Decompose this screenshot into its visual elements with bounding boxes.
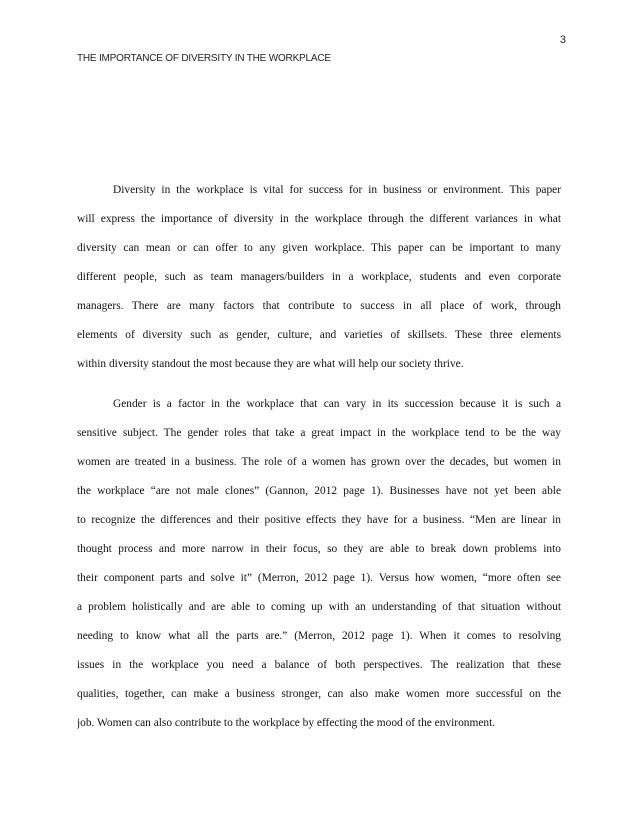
paragraph-line: to recognize the differences and their positive effects they have for a business. “Men are linear in [77,514,561,526]
paragraph-line: within diversity standout the most because they are what will help our society thrive. [77,358,464,370]
paragraph-line: Gender is a factor in the workplace that can vary in its succession because it is such a [113,398,561,410]
paragraph-line: Diversity in the workplace is vital for success for in business or environment. This paper [113,184,561,196]
paragraph-line: qualities, together, can make a business stronger, can also make women more successful on the [77,688,561,700]
running-head: THE IMPORTANCE OF DIVERSITY IN THE WORKPLACE [77,53,331,64]
paragraph-line: issues in the workplace you need a balance of both perspectives. The realization that these [77,659,561,671]
paragraph-line: their component parts and solve it” (Merron, 2012 page 1). Versus how women, “more often see [77,572,561,584]
paragraph-line: will express the importance of diversity in the workplace through the different variances in what [77,213,561,225]
page-number: 3 [559,34,566,46]
paragraph-line: managers. There are many factors that contribute to success in all place of work, through [77,300,561,312]
paragraph-line: diversity can mean or can offer to any given workplace. This paper can be important to many [77,242,561,254]
paragraph-line: job. Women can also contribute to the workplace by effecting the mood of the environment. [77,717,496,729]
paragraph-line: elements of diversity such as gender, culture, and varieties of skillsets. These three elements [77,329,561,341]
paragraph-line: sensitive subject. The gender roles that take a great impact in the workplace tend to be the way [77,427,561,439]
paragraph-line: the workplace “are not male clones” (Gannon, 2012 page 1). Businesses have not yet been able [77,485,561,497]
paragraph-line: different people, such as team managers/builders in a workplace, students and even corporate [77,271,561,283]
paragraph-line: thought process and more narrow in their focus, so they are able to break down problems into [77,543,561,555]
paragraph-line: women are treated in a business. The role of a women has grown over the decades, but women in [77,456,561,468]
paragraph-line: a problem holistically and are able to coming up with an understanding of that situation without [77,601,561,613]
paragraph-line: needing to know what all the parts are.” (Merron, 2012 page 1). When it comes to resolving [77,630,561,642]
